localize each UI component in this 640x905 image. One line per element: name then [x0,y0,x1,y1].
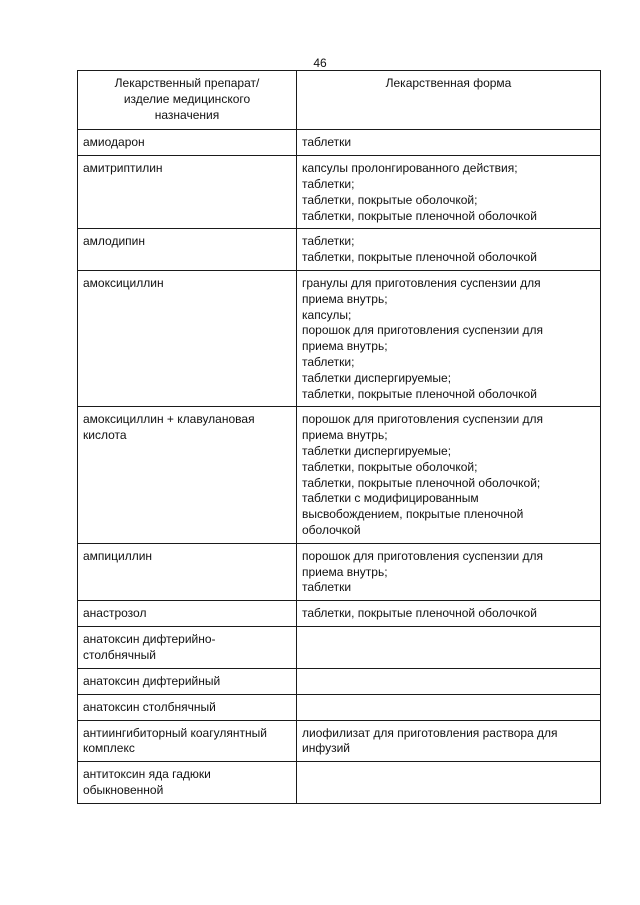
drug-name-line: анатоксин дифтерийно- [83,631,216,646]
header-line: изделие медицинского [123,91,251,106]
table-body [78,130,601,803]
table-row [78,270,601,406]
drug-name-line: амоксициллин + клавулановая [83,412,255,427]
drug-name-line: ампициллин [83,548,153,563]
medication-table [77,70,601,804]
drug-name-cell [78,601,297,627]
dosage-form-line: инфузий [302,741,350,756]
drug-name-line: кислота [83,428,127,443]
drug-name-cell [78,130,297,156]
dosage-form-line: таблетки, покрытые пленочной оболочкой; [302,475,541,490]
dosage-form-line: таблетки; [302,354,355,369]
dosage-form-cell [297,407,601,543]
table-row [78,601,601,627]
dosage-form-line: таблетки, покрытые пленочной оболочкой [302,208,537,223]
page-number: 46 [313,56,327,70]
dosage-form-line: порошок для приготовления суспензии для [302,412,544,427]
dosage-form-cell [297,543,601,600]
drug-name-cell [78,543,297,600]
table-row [78,130,601,156]
drug-name-cell [78,694,297,720]
dosage-form-line: порошок для приготовления суспензии для [302,323,544,338]
drug-name-cell [78,407,297,543]
drug-name-line: обыкновенной [83,782,164,797]
drug-name-line: анастрозол [83,606,147,621]
drug-name-line: амиодарон [83,135,145,150]
header-drug [78,71,297,130]
dosage-form-line: оболочкой [302,522,361,537]
dosage-form-cell [297,694,601,720]
dosage-form-line: приема внутрь; [302,564,388,579]
drug-name-cell [78,270,297,406]
dosage-form-line: таблетки, покрытые пленочной оболочкой [302,250,537,265]
drug-name-line: анатоксин столбнячный [83,699,216,714]
dosage-form-line: порошок для приготовления суспензии для [302,548,544,563]
table-row [78,626,601,668]
table-header-row [78,71,601,130]
table-row [78,720,601,762]
dosage-form-line: таблетки; [302,176,355,191]
table-row [78,694,601,720]
drug-name-line: амоксициллин [83,275,164,290]
header-form [297,71,601,130]
dosage-form-line: приема внутрь; [302,291,388,306]
table-row [78,156,601,229]
dosage-form-line: таблетки, покрытые оболочкой; [302,459,478,474]
dosage-form-line: таблетки диспергируемые; [302,370,452,385]
dosage-form-line: таблетки, покрытые пленочной оболочкой [302,606,537,621]
drug-name-line: комплекс [83,741,135,756]
dosage-form-line: таблетки, покрытые пленочной оболочкой [302,386,537,401]
table-row [78,229,601,271]
drug-name-cell [78,626,297,668]
dosage-form-line: лиофилизат для приготовления раствора для [302,725,558,740]
dosage-form-cell [297,270,601,406]
dosage-form-cell [297,130,601,156]
dosage-form-cell [297,626,601,668]
table-row [78,668,601,694]
dosage-form-line: капсулы; [302,307,352,322]
header-line: Лекарственная форма [385,76,512,90]
header-line: Лекарственный препарат/ [114,76,260,90]
drug-name-cell [78,668,297,694]
dosage-form-cell [297,720,601,762]
dosage-form-cell [297,601,601,627]
drug-name-cell [78,229,297,271]
dosage-form-line: таблетки, покрытые оболочкой; [302,192,478,207]
dosage-form-line: приема внутрь; [302,339,388,354]
dosage-form-line: высвобождением, покрытые пленочной [302,507,524,522]
dosage-form-line: таблетки с модифицированным [302,491,479,506]
dosage-form-line: таблетки диспергируемые; [302,443,452,458]
drug-name-line: амитриптилин [83,161,163,176]
dosage-form-cell [297,156,601,229]
dosage-form-line: таблетки [302,135,352,150]
drug-name-line: амлодипин [83,234,146,249]
table-row [78,762,601,804]
header-line: назначения [154,107,220,122]
dosage-form-line: капсулы пролонгированного действия; [302,161,518,176]
drug-name-line: анатоксин дифтерийный [83,673,221,688]
dosage-form-line: приема внутрь; [302,428,388,443]
drug-name-line: антиингибиторный коагулянтный [83,725,267,740]
dosage-form-cell [297,229,601,271]
drug-name-cell [78,762,297,804]
dosage-form-line: гранулы для приготовления суспензии для [302,275,541,290]
table-row [78,543,601,600]
dosage-form-line: таблетки; [302,234,355,249]
table-row [78,407,601,543]
drug-name-cell [78,720,297,762]
drug-name-cell [78,156,297,229]
drug-name-line: столбнячный [83,647,156,662]
dosage-form-line: таблетки [302,580,352,595]
dosage-form-cell [297,762,601,804]
dosage-form-cell [297,668,601,694]
drug-name-line: антитоксин яда гадюки [83,767,211,782]
